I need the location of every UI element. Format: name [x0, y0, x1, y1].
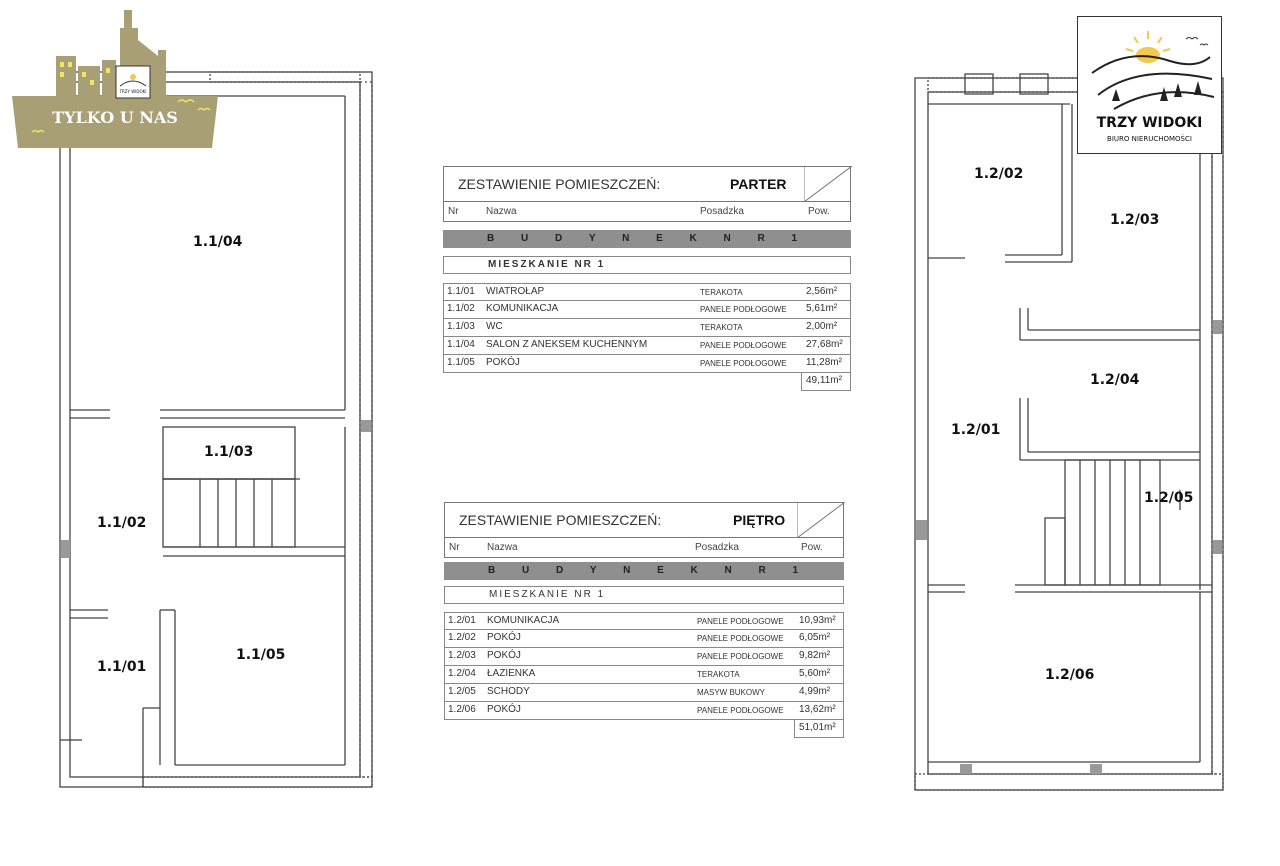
room-label-1-2-01: 1.2/01 — [951, 422, 1001, 438]
tylko-u-nas-badge — [12, 10, 218, 148]
room-label-1-2-04: 1.2/04 — [1090, 372, 1140, 388]
room-label-1-1-01: 1.1/01 — [97, 659, 147, 675]
logo-title: TRZY WIDOKI — [1096, 115, 1203, 131]
schedule-floor-name: PIĘTRO — [733, 512, 786, 528]
schedule-floor-name: PARTER — [730, 176, 787, 192]
diagonal-corner-icon — [804, 166, 852, 202]
schedule-heading: ZESTAWIENIE POMIESZCZEŃ: — [458, 176, 661, 192]
schedule-header — [444, 502, 844, 538]
table-row: 1.2/05 SCHODY MASYW BUKOWY 4,99m² — [444, 684, 844, 702]
total-area: 49,11m² — [801, 373, 851, 391]
room-schedule-parter — [443, 166, 853, 396]
room-label-1-1-03: 1.1/03 — [204, 444, 254, 460]
flat-band: MIESZKANIE NR 1 — [443, 256, 851, 274]
table-row: 1.2/03 POKÓJ PANELE PODŁOGOWE 9,82m² — [444, 648, 844, 666]
logo-subtitle: BIURO NIERUCHOMOŚCI — [1107, 135, 1192, 143]
room-label-1-2-06: 1.2/06 — [1045, 667, 1095, 683]
mini-logo-text: TRZY WIDOKI — [119, 89, 147, 94]
table-row: 1.2/06 POKÓJ PANELE PODŁOGOWE 13,62m² — [444, 702, 844, 720]
room-schedule-pietro — [444, 502, 854, 732]
table-row: 1.2/04 ŁAZIENKA TERAKOTA 5,60m² — [444, 666, 844, 684]
trzy-widoki-logo — [1077, 16, 1222, 154]
col-floor: Posadzka — [700, 206, 744, 217]
flat-band: MIESZKANIE NR 1 — [444, 586, 844, 604]
column-headers — [444, 538, 844, 558]
sun-hills-icon — [1078, 17, 1220, 113]
total-area: 51,01m² — [794, 720, 844, 738]
room-label-1-1-05: 1.1/05 — [236, 647, 286, 663]
building-band: B U D Y N E K N R 1 — [444, 562, 844, 580]
col-nr: Nr — [449, 542, 460, 553]
room-label-1-2-05: 1.2/05 — [1144, 490, 1194, 506]
col-area: Pow. — [808, 206, 830, 217]
room-label-1-2-02: 1.2/02 — [974, 166, 1024, 182]
table-row: 1.1/01 WIATROŁAP TERAKOTA 2,56m² — [443, 283, 851, 301]
town-skyline-icon — [12, 10, 218, 148]
badge-text: TYLKO U NAS — [52, 108, 178, 127]
schedule-header — [443, 166, 851, 202]
table-row: 1.2/01 KOMUNIKACJA PANELE PODŁOGOWE 10,93m² — [444, 612, 844, 630]
col-nr: Nr — [448, 206, 459, 217]
table-row: 1.1/04 SALON Z ANEKSEM KUCHENNYM PANELE PODŁOGOWE 27,68m² — [443, 337, 851, 355]
room-label-1-1-02: 1.1/02 — [97, 515, 147, 531]
col-area: Pow. — [801, 542, 823, 553]
building-band: B U D Y N E K N R 1 — [443, 230, 851, 248]
schedule-heading: ZESTAWIENIE POMIESZCZEŃ: — [459, 512, 662, 528]
col-floor: Posadzka — [695, 542, 739, 553]
column-headers — [443, 202, 851, 222]
col-name: Nazwa — [487, 542, 518, 553]
table-row: 1.1/05 POKÓJ PANELE PODŁOGOWE 11,28m² — [443, 355, 851, 373]
table-row: 1.1/03 WC TERAKOTA 2,00m² — [443, 319, 851, 337]
diagonal-corner-icon — [797, 502, 845, 538]
col-name: Nazwa — [486, 206, 517, 217]
room-label-1-1-04: 1.1/04 — [193, 234, 243, 250]
table-row: 1.2/02 POKÓJ PANELE PODŁOGOWE 6,05m² — [444, 630, 844, 648]
room-label-1-2-03: 1.2/03 — [1110, 212, 1160, 228]
table-row: 1.1/02 KOMUNIKACJA PANELE PODŁOGOWE 5,61m² — [443, 301, 851, 319]
